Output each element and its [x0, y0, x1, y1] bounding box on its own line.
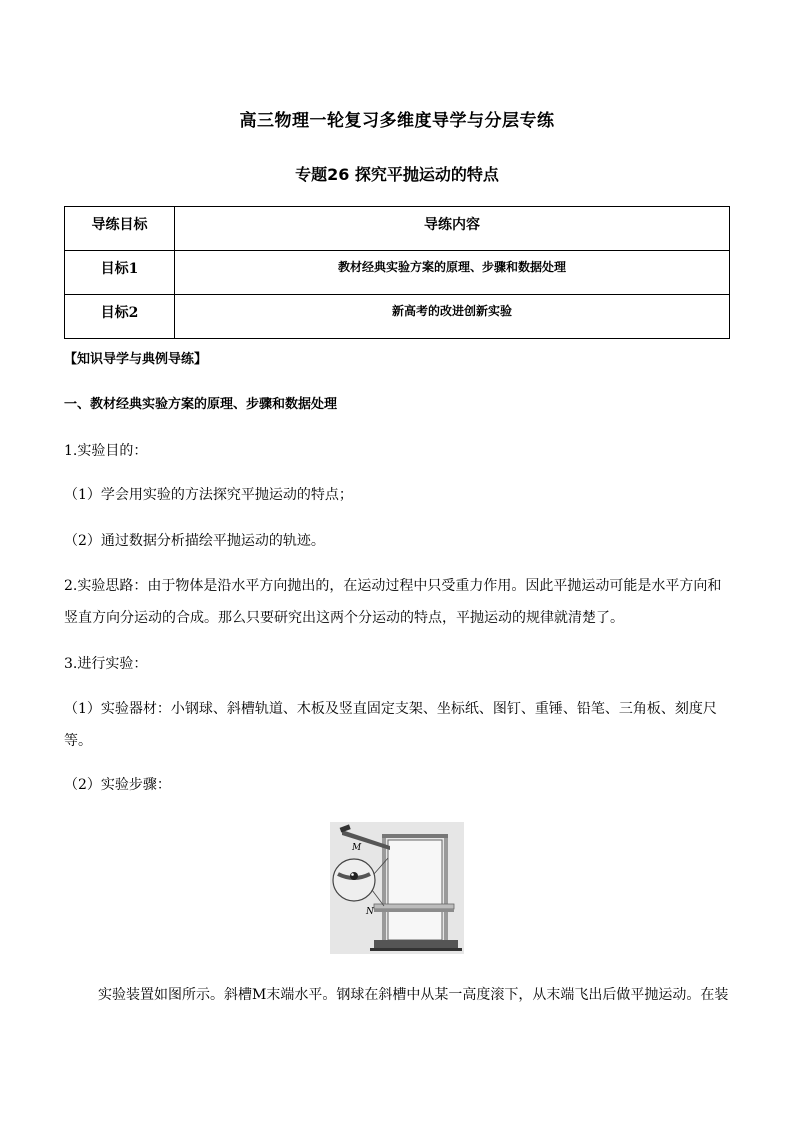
goals-table: [64, 206, 730, 339]
table-cell: 新高考的改进创新实验: [175, 295, 730, 339]
apparatus-illustration: [330, 822, 464, 954]
document-title: 高三物理一轮复习多维度导学与分层专练: [239, 111, 555, 131]
paragraph: 1.实验目的：: [64, 443, 148, 459]
paragraph: （1）实验器材：小钢球、斜槽轨道、木板及竖直固定支架、坐标纸、图钉、重锤、铅笔、三角板、刻度尺: [64, 701, 717, 717]
paragraph: （1）学会用实验的方法探究平抛运动的特点；: [64, 487, 353, 503]
table-header-row: [65, 207, 730, 251]
label-n: N: [366, 907, 374, 917]
apparatus-figure: [330, 822, 464, 954]
paragraph: （2）实验步骤：: [64, 777, 171, 793]
paragraph: （2）通过数据分析描绘平抛运动的轨迹。: [64, 533, 325, 549]
document-subtitle: 专题26 探究平抛运动的特点: [295, 165, 499, 184]
table-row: [65, 295, 730, 339]
section-heading-1: 一、教材经典实验方案的原理、步骤和数据处理: [64, 397, 338, 412]
section-header: 【知识导学与典例导练】: [64, 352, 208, 367]
table-cell: 目标2: [65, 295, 175, 339]
table-cell: 教材经典实验方案的原理、步骤和数据处理: [175, 251, 730, 295]
table-header-cell: 导练目标: [65, 207, 175, 251]
table-row: [65, 251, 730, 295]
table-cell: 目标1: [65, 251, 175, 295]
table-header-cell: 导练内容: [175, 207, 730, 251]
paragraph: 实验装置如图所示。斜槽M末端水平。钢球在斜槽中从某一高度滚下，从末端飞出后做平抛运动。在装: [98, 987, 729, 1003]
paragraph: 等。: [64, 733, 92, 749]
paragraph: 3.进行实验：: [64, 656, 148, 672]
paragraph: 竖直方向分运动的合成。那么只要研究出这两个分运动的特点，平抛运动的规律就清楚了。: [64, 610, 624, 626]
paragraph: 2.实验思路：由于物体是沿水平方向抛出的，在运动过程中只受重力作用。因此平抛运动可能是水平方向和: [64, 578, 722, 594]
label-m: M: [352, 843, 362, 853]
